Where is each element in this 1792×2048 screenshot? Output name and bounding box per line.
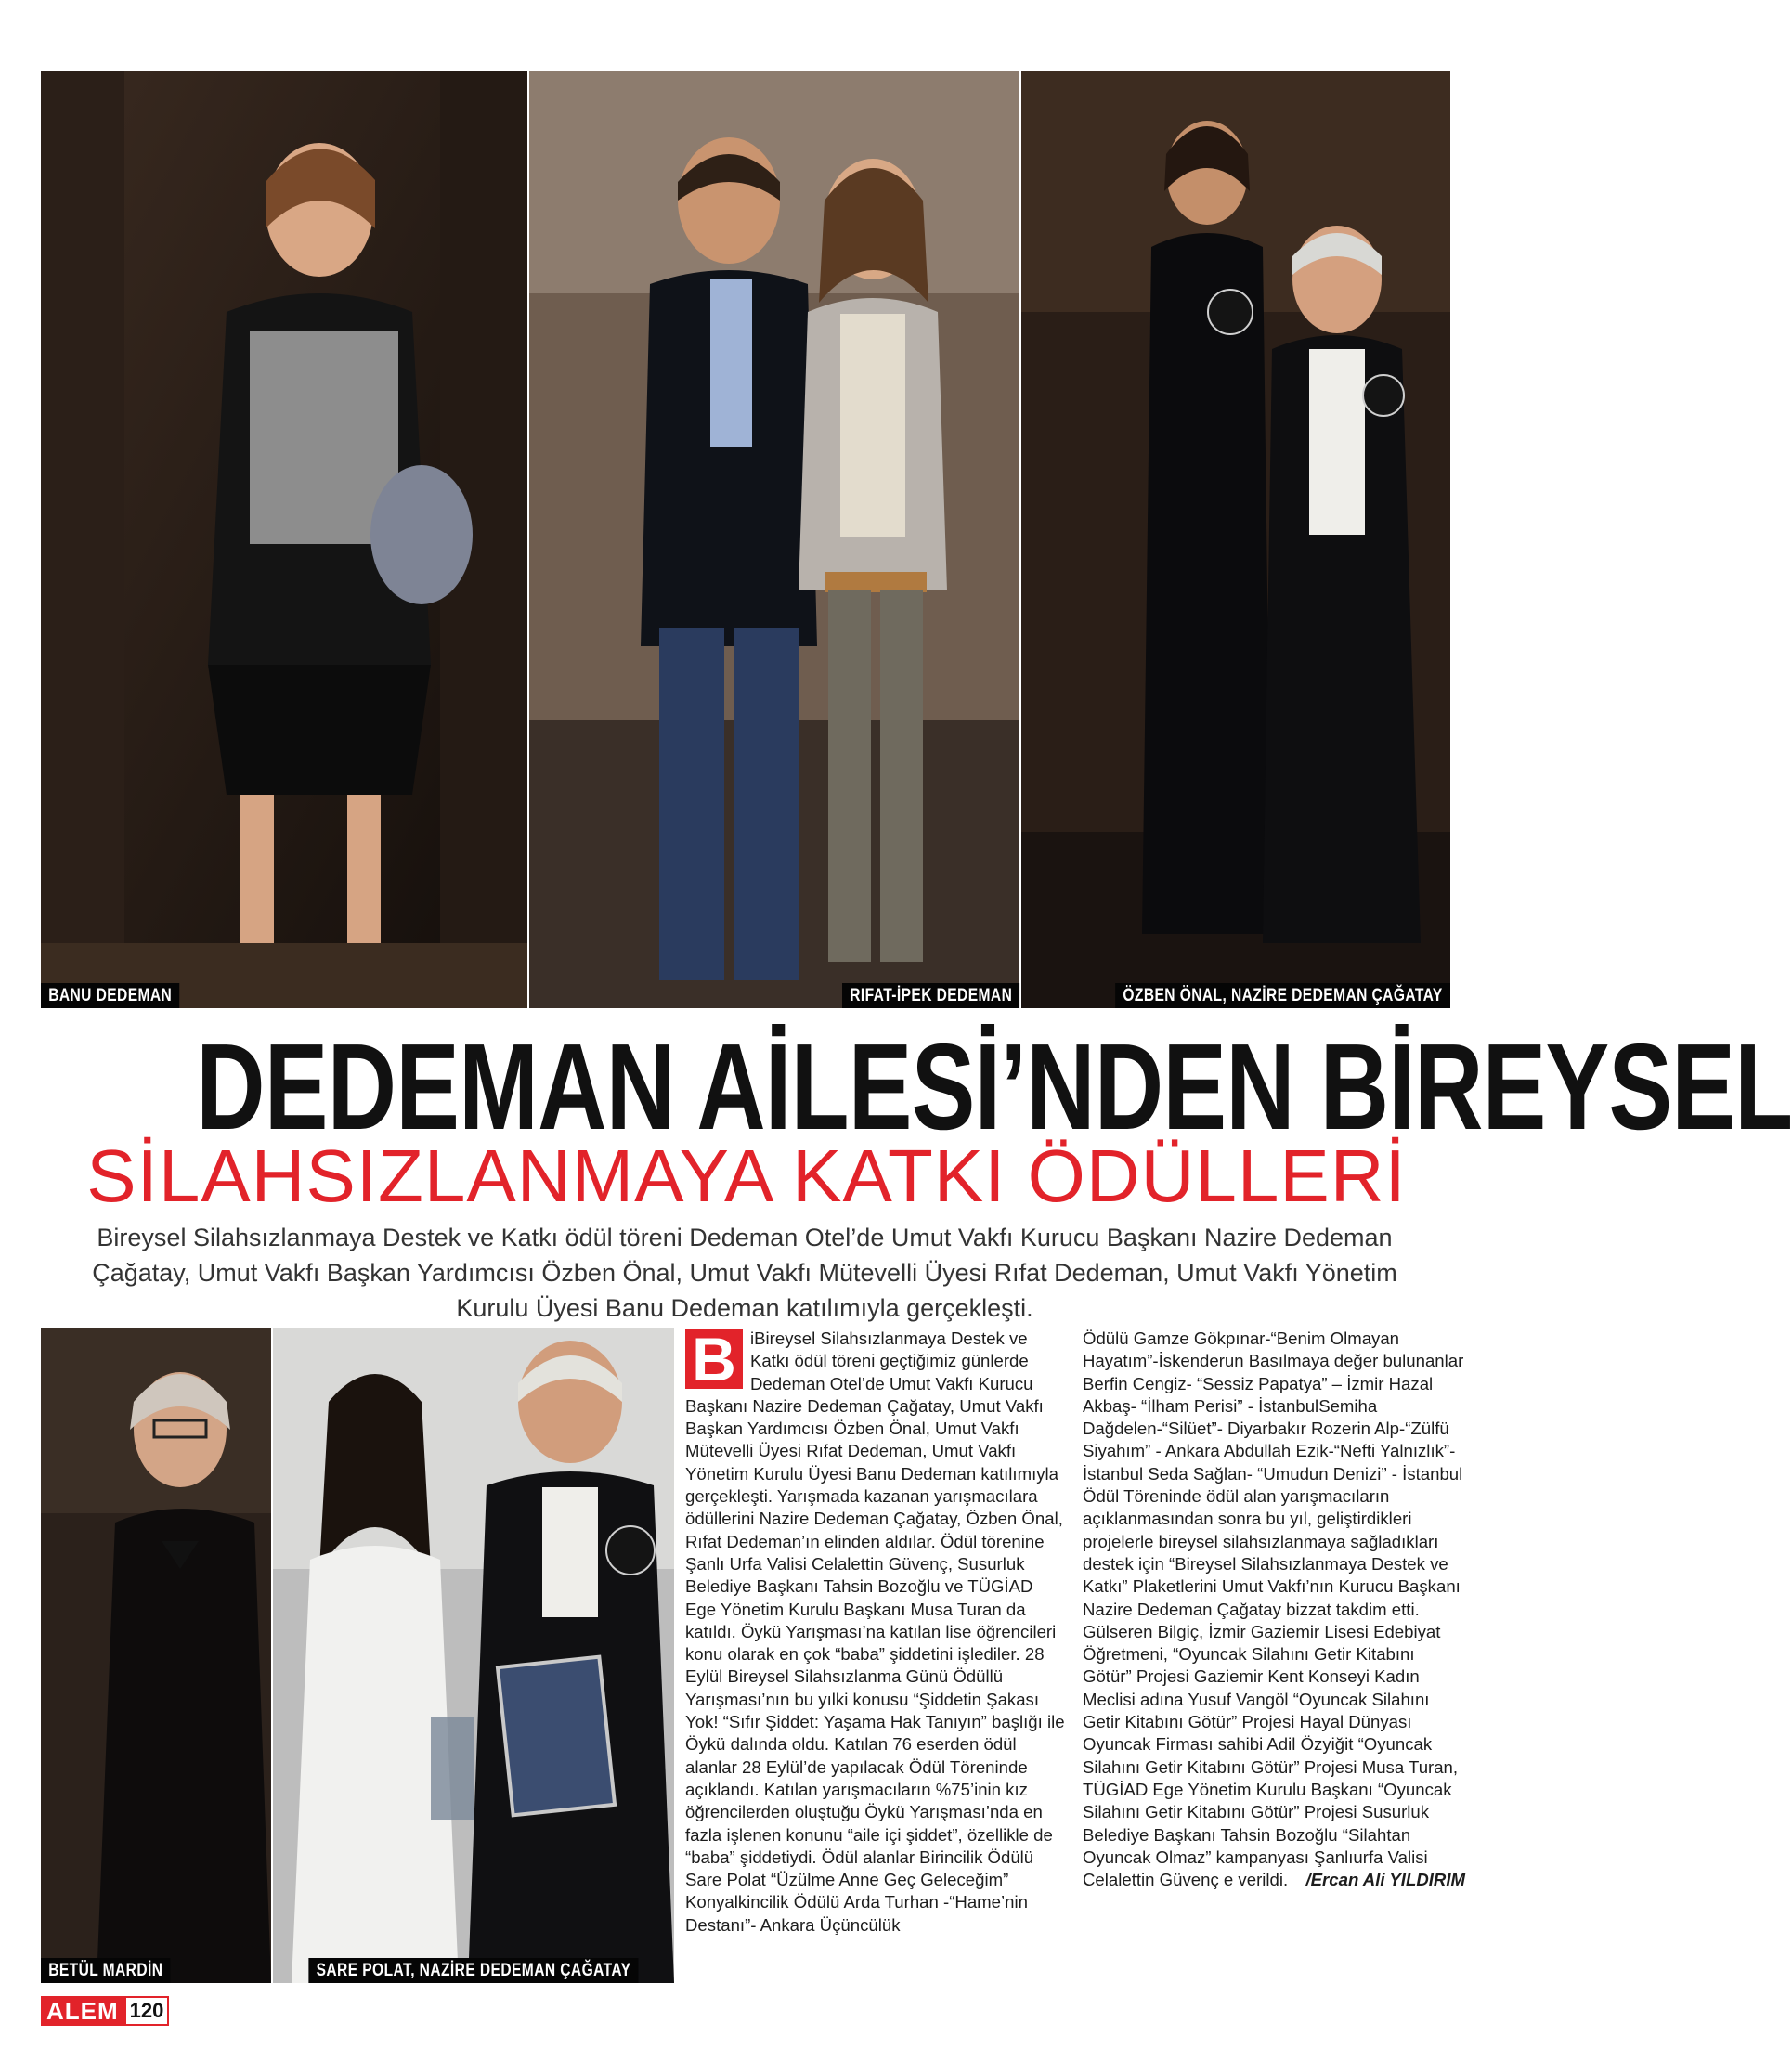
byline: /Ercan Ali YILDIRIM [1305,1870,1465,1890]
photo-scene [529,71,1019,1008]
drop-cap: B [685,1329,743,1389]
photo-scene [273,1328,674,1983]
photo-betul-mardin [41,1328,271,1983]
photo-caption: SARE POLAT, NAZİRE DEDEMAN ÇAĞATAY [308,1958,638,1983]
page-number: 120 [124,1996,170,2026]
photo-caption: ÖZBEN ÖNAL, NAZİRE DEDEMAN ÇAĞATAY [1115,983,1450,1008]
footer-brand [41,1996,169,2026]
headline-line-1: DEDEMAN AİLESİ’NDEN BİREYSEL [196,1018,1792,1155]
photo-scene [41,71,527,1008]
column-1-text: iBireysel Silahsızlanmaya Destek ve Katkı ödül töreni geçtiğimiz günlerde Dedeman Otel’de Umut Vakfı Kurucu Başkanı Nazire Dedeman Çağatay, Umut Vakfı Başkan Yardımcısı Özben Önal, Umut Vakfı Mütevelli Üyesi Rıfat Dedeman, Umut Vakfı Yönetim Kurulu Üyesi Banu Dedeman katılımıyla gerçekleşti. Yarışmada kazanan yarışmacılara ödüllerini Nazire Dedeman Çağatay, Özben Önal, Rıfat Dedeman’ın elinden aldılar. Ödül törenine Şanlı Urfa Valisi Celalettin Güvenç, Susurluk Belediye Başkanı Tahsin Bozoğlu ve TÜGİAD Ege Yönetim Kurulu Başkanı Musa Turan da katıldı. Öykü Yarışması’na katılan lise öğrencileri konu olarak en çok “baba” şiddetini işlediler. 28 Eylül Bireysel Silahsızlanma Günü Ödüllü Yarışması’nın bu yılki konusu “Şiddetin Şakası Yok! “Sıfır Şiddet: Yaşama Hak Tanıyın” başlığı ile Öykü dalında oldu. Katılan 76 eserden ödül alanlar 28 Eylül’de yapılacak Ödül Töreninde açıklandı. Katılan yarışmacıların %75’inin kız öğrencilerden oluştuğu Öykü Yarışması’nda en fazla işlenen konunu “aile içi şiddet”, özellikle de “baba” şiddetiydi. Ödül alanlar Birincilik Ödülü Sare Polat “Üzülme Anne Geç Geleceğim” Konyalkincilik Ödülü Arda Turhan -“Hame’nin Destanı”- Ankara Üçüncülük [685,1329,1065,1935]
photo-banu-dedeman [41,71,527,1008]
photo-ozben-onal-nazire-dedeman [1021,71,1450,1008]
photo-rifat-ipek-dedeman [529,71,1019,1008]
headline-line-2: SİLAHSIZLANMAYA KATKI ÖDÜLLERİ [86,1134,1407,1217]
magazine-name: ALEM [41,1996,124,2026]
article-column-1 [685,1325,1068,1937]
photo-scene [1021,71,1450,1008]
photo-caption: BANU DEDEMAN [41,983,179,1008]
photo-scene [41,1328,271,1983]
photo-sare-polat-nazire-dedeman [273,1328,674,1983]
photo-caption: RIFAT-İPEK DEDEMAN [842,983,1019,1008]
column-2-text: Ödülü Gamze Gökpınar-“Benim Olmayan Hayatım”-İskenderun Basılmaya değer bulunanlar Berfin Cengiz- “Sessiz Papatya” – İzmir Hazal Akbaş- “İlham Perisi” - İstanbulSemiha Dağdelen-“Silüet”- Diyarbakır Rozerin Alp-“Zülfü Siyahım” - Ankara Abdullah Ezik-“Nefti Yalnızlık”- İstanbul Seda Sağlan- “Umudun Denizi” - İstanbul Ödül Töreninde ödül alan yarışmacıların açıklanmasından sonra bu yıl, geliştirdikleri projelerle bireysel silahsızlanmaya sağladıkları destek için “Bireysel Silahsızlanmaya Destek ve Katkı” Plaketlerini Umut Vakfı’nın Kurucu Başkanı Nazire Dedeman Çağatay bizzat takdim etti. Gülseren Bilgiç, İzmir Gaziemir Lisesi Edebiyat Öğretmeni, “Oyuncak Silahını Getir Kitabını Götür” Projesi Gaziemir Kent Konseyi Kadın Meclisi adına Yusuf Vangöl “Oyuncak Silahını Getir Kitabını Götür” Projesi Hayal Dünyası Oyuncak Firması sahibi Adil Özyiğit “Oyuncak Silahını Getir Kitabını Götür” Projesi Musa Turan, TÜGİAD Ege Yönetim Kurulu Başkanı “Oyuncak Silahını Getir Kitabını Götür” Projesi Susurluk Belediye Başkanı Tahsin Bozoğlu “Silahtan Oyuncak Olmaz” kampanyası Şanlıurfa Valisi Celalettin Güvenç e verildi. [1083,1329,1464,1890]
photo-caption: BETÜL MARDİN [41,1958,171,1983]
article-column-2 [1083,1328,1465,1891]
lede-paragraph: Bireysel Silahsızlanmaya Destek ve Katkı ödül töreni Dedeman Otel’de Umut Vakfı Kurucu Başkanı Nazire Dedeman Çağatay, Umut Vakfı Başkan Yardımcısı Özben Önal, Umut Vakfı Mütevelli Üyesi Rıfat Dedeman, Umut Vakfı Yönetim Kurulu Üyesi Banu Dedeman katılımıyla gerçekleşti. [92,1224,1397,1322]
